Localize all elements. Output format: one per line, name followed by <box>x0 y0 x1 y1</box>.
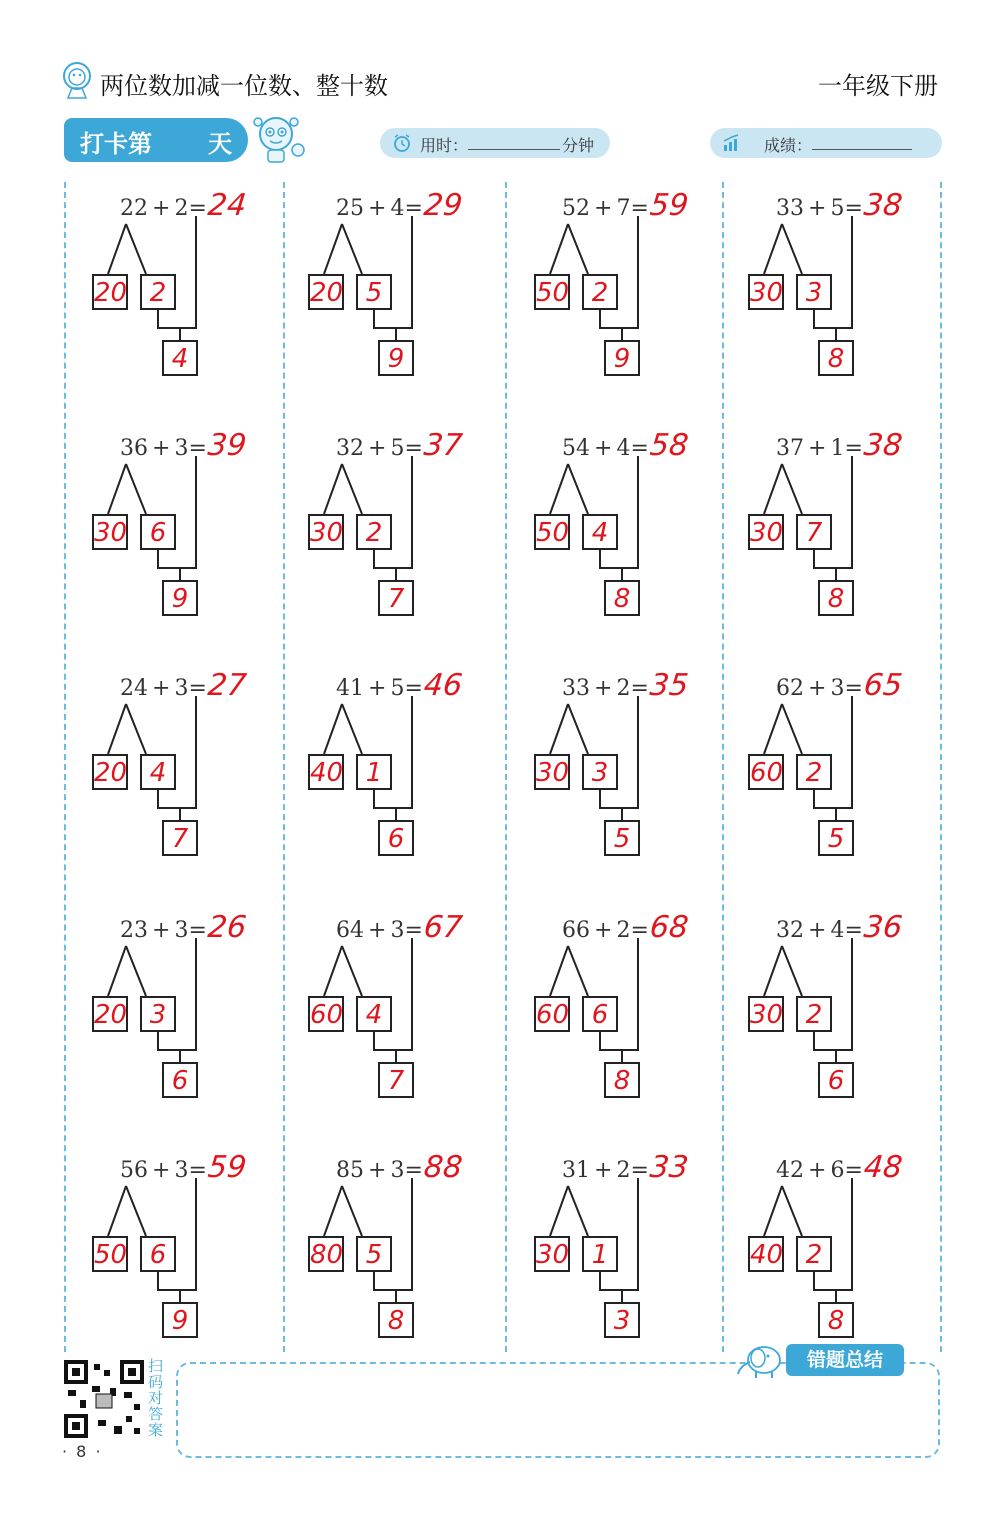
problem-item <box>514 424 714 634</box>
tens-box[interactable] <box>308 274 344 310</box>
ones-value: 2 <box>149 278 167 308</box>
handwritten-answer[interactable]: 68 <box>648 910 691 945</box>
score-label: 成绩： <box>764 136 813 155</box>
equals-sign: = <box>844 1158 863 1183</box>
ones-box[interactable] <box>796 274 832 310</box>
equals-sign: = <box>404 918 423 943</box>
sum-box[interactable] <box>604 1062 640 1098</box>
ones-box[interactable] <box>582 1236 618 1272</box>
equation <box>776 196 863 221</box>
ones-box[interactable] <box>582 514 618 550</box>
addend-b: 3 <box>390 918 405 943</box>
problem-item <box>514 184 714 394</box>
checkin-label: 打卡第 <box>80 130 152 158</box>
sum-value: 8 <box>827 584 845 614</box>
equals-sign: = <box>404 1158 423 1183</box>
equals-sign: = <box>844 918 863 943</box>
sum-box[interactable] <box>378 340 414 376</box>
tens-box[interactable] <box>534 996 570 1032</box>
ones-value: 4 <box>149 758 167 788</box>
tens-box[interactable] <box>748 754 784 790</box>
ones-box[interactable] <box>140 514 176 550</box>
sum-box[interactable] <box>162 580 198 616</box>
equation <box>776 676 863 701</box>
problem-item <box>72 424 272 634</box>
equation <box>120 676 207 701</box>
problem-item <box>72 664 272 874</box>
ones-box[interactable] <box>796 754 832 790</box>
plus-sign: + <box>368 436 387 461</box>
checkin-day-label: 天 <box>208 130 232 158</box>
ones-value: 6 <box>591 1000 609 1030</box>
addend-b: 4 <box>390 196 405 221</box>
ones-box[interactable] <box>356 514 392 550</box>
ones-value: 2 <box>805 1000 823 1030</box>
plus-sign: + <box>808 196 827 221</box>
problem-item <box>288 424 488 634</box>
sum-box[interactable] <box>818 580 854 616</box>
tens-value: 60 <box>536 1000 570 1030</box>
sum-value: 5 <box>613 824 631 854</box>
ones-box[interactable] <box>796 996 832 1032</box>
sum-value: 8 <box>827 1306 845 1336</box>
bar-chart-icon <box>722 133 742 153</box>
addend-b: 3 <box>174 918 189 943</box>
equals-sign: = <box>844 676 863 701</box>
sum-value: 5 <box>827 824 845 854</box>
sum-box[interactable] <box>378 1062 414 1098</box>
handwritten-answer[interactable]: 48 <box>862 1150 905 1185</box>
addend-a: 66 <box>562 918 590 943</box>
tens-box[interactable] <box>308 996 344 1032</box>
addend-b: 4 <box>616 436 631 461</box>
tens-box[interactable] <box>534 274 570 310</box>
ones-box[interactable] <box>582 754 618 790</box>
tens-value: 30 <box>536 758 570 788</box>
equals-sign: = <box>844 436 863 461</box>
problem-item <box>728 906 928 1116</box>
equals-sign: = <box>844 196 863 221</box>
ones-value: 6 <box>149 1240 167 1270</box>
sum-value: 6 <box>387 824 405 854</box>
ones-value: 3 <box>591 758 609 788</box>
equals-sign: = <box>404 676 423 701</box>
addend-a: 22 <box>120 196 148 221</box>
ones-box[interactable] <box>140 996 176 1032</box>
equation <box>562 1158 649 1183</box>
plus-sign: + <box>808 436 827 461</box>
equation <box>562 676 649 701</box>
problem-item <box>72 184 272 394</box>
handwritten-answer[interactable]: 58 <box>648 428 691 463</box>
ones-box[interactable] <box>582 996 618 1032</box>
equals-sign: = <box>188 676 207 701</box>
plus-sign: + <box>368 676 387 701</box>
addend-b: 5 <box>390 676 405 701</box>
handwritten-answer[interactable]: 33 <box>648 1150 691 1185</box>
tens-box[interactable] <box>748 996 784 1032</box>
plus-sign: + <box>368 918 387 943</box>
page-topic: 两位数加减一位数、整十数 <box>100 72 388 100</box>
sum-box[interactable] <box>162 1062 198 1098</box>
addend-a: 56 <box>120 1158 148 1183</box>
qr-caption: 扫码对答案 <box>148 1357 164 1439</box>
ones-value: 3 <box>149 1000 167 1030</box>
ones-value: 4 <box>591 518 609 548</box>
addend-b: 7 <box>616 196 631 221</box>
plus-sign: + <box>808 676 827 701</box>
handwritten-answer[interactable]: 39 <box>206 428 249 463</box>
sum-box[interactable] <box>604 1302 640 1338</box>
problem-item <box>728 424 928 634</box>
tens-box[interactable] <box>308 514 344 550</box>
handwritten-answer[interactable]: 67 <box>422 910 465 945</box>
handwritten-answer[interactable]: 35 <box>648 668 691 703</box>
tens-value: 30 <box>750 1000 784 1030</box>
tens-value: 40 <box>750 1240 784 1270</box>
elephant-icon <box>734 1340 786 1380</box>
tens-box[interactable] <box>748 1236 784 1272</box>
addend-a: 42 <box>776 1158 804 1183</box>
handwritten-answer[interactable]: 27 <box>206 668 249 703</box>
sum-value: 4 <box>171 344 189 374</box>
sum-value: 6 <box>171 1066 189 1096</box>
tens-value: 20 <box>310 278 344 308</box>
ones-box[interactable] <box>140 754 176 790</box>
sum-box[interactable] <box>378 820 414 856</box>
problem-item <box>72 906 272 1116</box>
sum-box[interactable] <box>162 1302 198 1338</box>
addend-a: 31 <box>562 1158 590 1183</box>
ones-box[interactable] <box>140 1236 176 1272</box>
equation <box>776 1158 863 1183</box>
addend-a: 23 <box>120 918 148 943</box>
frame-divider <box>722 182 724 1352</box>
equals-sign: = <box>188 1158 207 1183</box>
addend-a: 64 <box>336 918 364 943</box>
addend-a: 37 <box>776 436 804 461</box>
ones-box[interactable] <box>356 996 392 1032</box>
tens-box[interactable] <box>308 754 344 790</box>
equation <box>336 676 423 701</box>
handwritten-answer[interactable]: 26 <box>206 910 249 945</box>
plus-sign: + <box>152 676 171 701</box>
tens-box[interactable] <box>534 1236 570 1272</box>
handwritten-answer[interactable]: 36 <box>862 910 905 945</box>
plus-sign: + <box>152 196 171 221</box>
handwritten-answer[interactable]: 46 <box>422 668 465 703</box>
equation <box>776 436 863 461</box>
addend-a: 25 <box>336 196 364 221</box>
equation <box>336 918 423 943</box>
handwritten-answer[interactable]: 24 <box>206 188 249 223</box>
tens-value: 40 <box>310 758 344 788</box>
plus-sign: + <box>152 1158 171 1183</box>
equation <box>562 196 649 221</box>
ones-value: 2 <box>805 758 823 788</box>
addend-b: 3 <box>390 1158 405 1183</box>
sum-value: 7 <box>387 584 405 614</box>
tens-box[interactable] <box>534 514 570 550</box>
sum-box[interactable] <box>162 340 198 376</box>
alarm-clock-icon <box>392 133 412 153</box>
handwritten-answer[interactable]: 38 <box>862 428 905 463</box>
plus-sign: + <box>808 918 827 943</box>
ones-box[interactable] <box>356 274 392 310</box>
equals-sign: = <box>630 436 649 461</box>
plus-sign: + <box>368 196 387 221</box>
tens-value: 60 <box>310 1000 344 1030</box>
plus-sign: + <box>594 1158 613 1183</box>
addend-a: 36 <box>120 436 148 461</box>
ones-value: 3 <box>805 278 823 308</box>
problem-item <box>728 1146 928 1356</box>
frame-divider <box>64 182 66 1352</box>
ones-value: 7 <box>805 518 823 548</box>
tens-value: 80 <box>310 1240 344 1270</box>
addend-b: 6 <box>830 1158 845 1183</box>
sum-box[interactable] <box>604 820 640 856</box>
equals-sign: = <box>630 918 649 943</box>
score-blank[interactable] <box>812 149 912 150</box>
sum-box[interactable] <box>818 820 854 856</box>
problem-item <box>288 1146 488 1356</box>
ones-box[interactable] <box>356 1236 392 1272</box>
equation <box>336 196 423 221</box>
equals-sign: = <box>188 918 207 943</box>
plus-sign: + <box>152 436 171 461</box>
equation <box>120 196 207 221</box>
plus-sign: + <box>594 436 613 461</box>
equals-sign: = <box>404 436 423 461</box>
plus-sign: + <box>368 1158 387 1183</box>
time-label: 用时： <box>420 136 469 155</box>
robot-mascot-icon <box>252 112 310 168</box>
problem-item <box>728 184 928 394</box>
tens-box[interactable] <box>92 754 128 790</box>
sum-value: 7 <box>387 1066 405 1096</box>
problem-item <box>728 664 928 874</box>
grade-label: 一年级下册 <box>818 72 938 100</box>
time-blank[interactable] <box>468 149 560 150</box>
addend-b: 4 <box>830 918 845 943</box>
ones-value: 1 <box>365 758 383 788</box>
equals-sign: = <box>188 436 207 461</box>
handwritten-answer[interactable]: 37 <box>422 428 465 463</box>
error-summary-area[interactable] <box>176 1362 940 1458</box>
time-field <box>380 128 610 158</box>
addend-a: 33 <box>776 196 804 221</box>
tens-value: 20 <box>94 758 128 788</box>
sum-box[interactable] <box>604 340 640 376</box>
tens-value: 20 <box>94 1000 128 1030</box>
tens-value: 30 <box>750 518 784 548</box>
tens-box[interactable] <box>534 754 570 790</box>
sum-value: 8 <box>827 344 845 374</box>
tens-value: 30 <box>750 278 784 308</box>
tens-box[interactable] <box>92 514 128 550</box>
tens-box[interactable] <box>92 1236 128 1272</box>
sum-box[interactable] <box>604 580 640 616</box>
equation <box>120 1158 207 1183</box>
problem-item <box>514 906 714 1116</box>
addend-b: 3 <box>830 676 845 701</box>
equation <box>562 436 649 461</box>
plus-sign: + <box>594 918 613 943</box>
tens-value: 20 <box>94 278 128 308</box>
sum-value: 8 <box>387 1306 405 1336</box>
ones-value: 5 <box>365 1240 383 1270</box>
frame-divider <box>283 182 285 1352</box>
sum-value: 9 <box>613 344 631 374</box>
error-summary-tab: 错题总结 <box>786 1344 904 1376</box>
ones-box[interactable] <box>796 1236 832 1272</box>
plus-sign: + <box>808 1158 827 1183</box>
score-field <box>710 128 942 158</box>
addend-a: 52 <box>562 196 590 221</box>
equals-sign: = <box>188 196 207 221</box>
addend-b: 3 <box>174 436 189 461</box>
sum-value: 9 <box>171 1306 189 1336</box>
sum-box[interactable] <box>818 1302 854 1338</box>
tens-value: 60 <box>750 758 784 788</box>
problem-item <box>288 184 488 394</box>
addend-a: 33 <box>562 676 590 701</box>
ones-value: 6 <box>149 518 167 548</box>
tens-value: 50 <box>536 278 570 308</box>
sum-value: 7 <box>171 824 189 854</box>
plus-sign: + <box>594 196 613 221</box>
tens-box[interactable] <box>92 996 128 1032</box>
page-number: · 8 · <box>62 1442 103 1461</box>
addend-a: 62 <box>776 676 804 701</box>
tens-box[interactable] <box>748 274 784 310</box>
equation <box>336 436 423 461</box>
tens-value: 50 <box>94 1240 128 1270</box>
equation <box>336 1158 423 1183</box>
ones-value: 4 <box>365 1000 383 1030</box>
tens-box[interactable] <box>748 514 784 550</box>
equals-sign: = <box>630 676 649 701</box>
handwritten-answer[interactable]: 59 <box>648 188 691 223</box>
sum-value: 9 <box>387 344 405 374</box>
ones-box[interactable] <box>356 754 392 790</box>
ones-box[interactable] <box>582 274 618 310</box>
sum-value: 9 <box>171 584 189 614</box>
handwritten-answer[interactable]: 65 <box>862 668 905 703</box>
tens-box[interactable] <box>308 1236 344 1272</box>
equals-sign: = <box>630 1158 649 1183</box>
handwritten-answer[interactable]: 38 <box>862 188 905 223</box>
lion-mascot-icon <box>60 60 94 100</box>
addend-b: 2 <box>616 918 631 943</box>
ones-box[interactable] <box>140 274 176 310</box>
equation <box>562 918 649 943</box>
sum-box[interactable] <box>378 580 414 616</box>
addend-b: 2 <box>174 196 189 221</box>
plus-sign: + <box>152 918 171 943</box>
tens-box[interactable] <box>92 274 128 310</box>
addend-b: 2 <box>616 1158 631 1183</box>
ones-value: 5 <box>365 278 383 308</box>
ones-value: 2 <box>591 278 609 308</box>
addend-a: 41 <box>336 676 364 701</box>
sum-value: 3 <box>613 1306 631 1336</box>
handwritten-answer[interactable]: 88 <box>422 1150 465 1185</box>
sum-box[interactable] <box>378 1302 414 1338</box>
frame-divider <box>940 182 942 1352</box>
addend-b: 1 <box>830 436 845 461</box>
problem-item <box>514 664 714 874</box>
addend-a: 85 <box>336 1158 364 1183</box>
ones-value: 2 <box>365 518 383 548</box>
sum-box[interactable] <box>162 820 198 856</box>
addend-a: 32 <box>776 918 804 943</box>
equation <box>120 918 207 943</box>
plus-sign: + <box>594 676 613 701</box>
sum-value: 6 <box>827 1066 845 1096</box>
problem-item <box>288 664 488 874</box>
ones-box[interactable] <box>796 514 832 550</box>
sum-value: 8 <box>613 1066 631 1096</box>
tens-value: 30 <box>94 518 128 548</box>
problem-item <box>72 1146 272 1356</box>
addend-b: 5 <box>830 196 845 221</box>
problem-item <box>514 1146 714 1356</box>
equals-sign: = <box>404 196 423 221</box>
tens-value: 30 <box>536 1240 570 1270</box>
handwritten-answer[interactable]: 59 <box>206 1150 249 1185</box>
addend-a: 24 <box>120 676 148 701</box>
problem-item <box>288 906 488 1116</box>
sum-box[interactable] <box>818 340 854 376</box>
equation <box>776 918 863 943</box>
addend-b: 3 <box>174 676 189 701</box>
equation <box>120 436 207 461</box>
sum-box[interactable] <box>818 1062 854 1098</box>
sum-value: 8 <box>613 584 631 614</box>
addend-a: 54 <box>562 436 590 461</box>
handwritten-answer[interactable]: 29 <box>422 188 465 223</box>
equals-sign: = <box>630 196 649 221</box>
time-unit: 分钟 <box>562 136 595 155</box>
addend-b: 5 <box>390 436 405 461</box>
frame-divider <box>505 182 507 1352</box>
addend-b: 2 <box>616 676 631 701</box>
qr-code-icon[interactable] <box>64 1360 144 1438</box>
addend-a: 32 <box>336 436 364 461</box>
tens-value: 30 <box>310 518 344 548</box>
ones-value: 2 <box>805 1240 823 1270</box>
tens-value: 50 <box>536 518 570 548</box>
addend-b: 3 <box>174 1158 189 1183</box>
ones-value: 1 <box>591 1240 609 1270</box>
